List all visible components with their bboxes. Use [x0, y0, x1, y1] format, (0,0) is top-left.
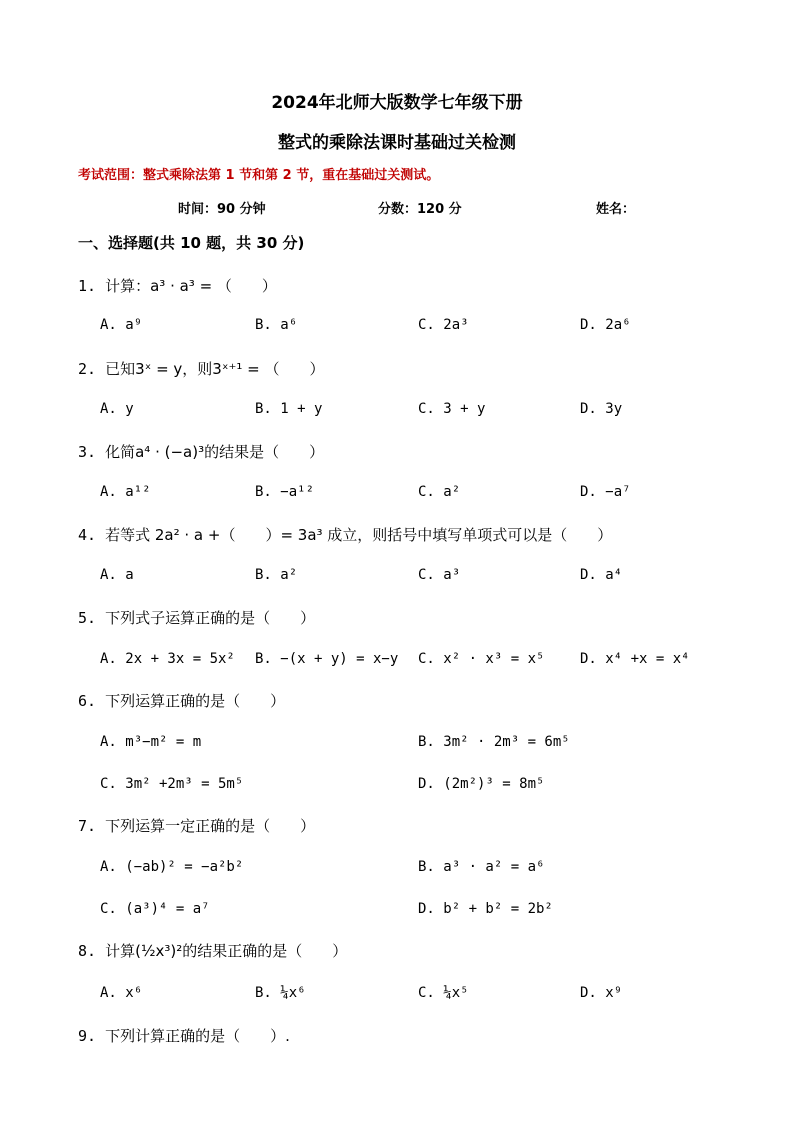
question-5: [78, 607, 315, 628]
question-9: [78, 1025, 290, 1046]
option-b[interactable]: B. 1 + y: [255, 401, 323, 417]
section-title: 一、选择题(共 10 题，共 30 分): [78, 234, 305, 252]
option-d[interactable]: D. −a⁷: [580, 484, 631, 500]
question-number: 9.: [78, 1027, 97, 1045]
option-a[interactable]: A. a¹²: [100, 484, 151, 500]
option-d[interactable]: D. x⁹: [580, 985, 623, 1001]
option-b[interactable]: B. a³ · a² = a⁶: [418, 859, 545, 875]
exam-time: 时间：90 分钟: [178, 202, 266, 217]
option-c[interactable]: C. 3m² +2m³ = 5m⁵: [100, 776, 244, 792]
question-stem: 化简a⁴ · (−a)³的结果是（ ）: [105, 443, 325, 461]
option-a[interactable]: A. a: [100, 567, 134, 583]
question-stem: 下列式子运算正确的是（ ）: [105, 609, 316, 627]
question-stem: 已知3ˣ = y，则3ˣ⁺¹ = （ ）: [105, 360, 325, 378]
question-4: [78, 524, 612, 545]
option-b[interactable]: B. −(x + y) = x−y: [255, 651, 399, 667]
question-number: 1.: [78, 277, 97, 295]
question-stem: 下列运算一定正确的是（ ）: [105, 817, 316, 835]
question-number: 7.: [78, 817, 97, 835]
exam-subtitle: 整式的乘除法课时基础过关检测: [278, 133, 516, 153]
question-stem: 下列运算正确的是（ ）: [105, 692, 286, 710]
question-stem: 若等式 2a² · a +（ ）= 3a³ 成立，则括号中填写单项式可以是（ ）: [105, 526, 613, 544]
question-number: 4.: [78, 526, 97, 544]
option-b[interactable]: B. −a¹²: [255, 484, 315, 500]
option-a[interactable]: A. a⁹: [100, 317, 143, 333]
question-number: 6.: [78, 692, 97, 710]
option-b[interactable]: B. 3m² · 2m³ = 6m⁵: [418, 734, 570, 750]
option-c[interactable]: C. x² · x³ = x⁵: [418, 651, 545, 667]
question-2: [78, 358, 325, 379]
option-a[interactable]: A. m³−m² = m: [100, 734, 202, 750]
exam-scope: 考试范围：整式乘除法第 1 节和第 2 节，重在基础过关测试。: [78, 168, 440, 183]
exam-title: 2024年北师大版数学七年级下册: [271, 93, 523, 113]
option-c[interactable]: C. a³: [418, 567, 461, 583]
option-d[interactable]: D. (2m²)³ = 8m⁵: [418, 776, 545, 792]
option-b[interactable]: B. ¼x⁶: [255, 985, 306, 1001]
question-number: 3.: [78, 443, 97, 461]
exam-score: 分数：120 分: [378, 202, 462, 217]
option-a[interactable]: A. y: [100, 401, 134, 417]
option-a[interactable]: A. 2x + 3x = 5x²: [100, 651, 235, 667]
option-c[interactable]: C. 3 + y: [418, 401, 486, 417]
option-c[interactable]: C. ¼x⁵: [418, 985, 469, 1001]
question-number: 5.: [78, 609, 97, 627]
student-name-label: 姓名：: [596, 202, 636, 217]
question-number: 8.: [78, 942, 97, 960]
question-number: 2.: [78, 360, 97, 378]
question-3: [78, 441, 324, 462]
option-c[interactable]: C. (a³)⁴ = a⁷: [100, 901, 210, 917]
option-b[interactable]: B. a²: [255, 567, 298, 583]
option-d[interactable]: D. 2a⁶: [580, 317, 631, 333]
option-d[interactable]: D. x⁴ +x = x⁴: [580, 651, 690, 667]
question-stem: 下列计算正确的是（ ）.: [105, 1027, 290, 1045]
question-stem: 计算：a³ · a³ = （ ）: [105, 277, 277, 295]
option-c[interactable]: C. a²: [418, 484, 461, 500]
option-d[interactable]: D. 3y: [580, 401, 623, 417]
option-a[interactable]: A. (−ab)² = −a²b²: [100, 859, 244, 875]
question-6: [78, 690, 285, 711]
question-stem: 计算(½x³)²的结果正确的是（ ）: [105, 942, 348, 960]
option-c[interactable]: C. 2a³: [418, 317, 469, 333]
question-7: [78, 815, 315, 836]
option-a[interactable]: A. x⁶: [100, 985, 143, 1001]
option-d[interactable]: D. b² + b² = 2b²: [418, 901, 553, 917]
option-d[interactable]: D. a⁴: [580, 567, 623, 583]
question-1: [78, 275, 277, 296]
option-b[interactable]: B. a⁶: [255, 317, 298, 333]
question-8: [78, 940, 347, 961]
